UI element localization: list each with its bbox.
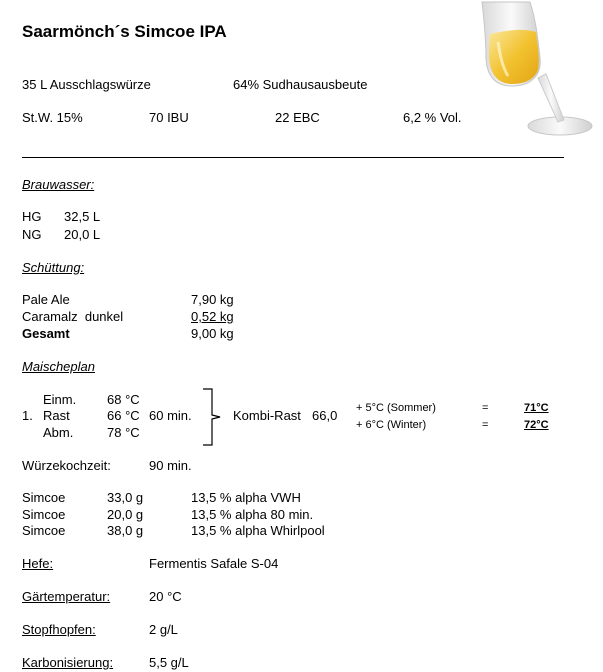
equals-sign: = xyxy=(482,402,489,414)
boil-time-value: 90 min. xyxy=(149,458,192,473)
original-gravity: St.W. 15% xyxy=(22,110,83,125)
hop-amount: 33,0 g xyxy=(107,490,144,505)
mash-step-time: 60 min. xyxy=(149,408,192,423)
yeast-value: Fermentis Safale S-04 xyxy=(149,556,279,571)
temp-adjustment-label: + 5°C (Sommer) xyxy=(356,402,436,414)
divider-line xyxy=(22,157,564,158)
mash-step-temp: 66 °C xyxy=(107,408,140,423)
hop-name: Simcoe xyxy=(22,490,66,505)
hop-name: Simcoe xyxy=(22,507,66,522)
temp-adjustment-label: + 6°C (Winter) xyxy=(356,419,427,431)
brauwasser-label: NG xyxy=(22,227,42,242)
hop-info: 13,5 % alpha 80 min. xyxy=(191,507,314,522)
kombi-rast-value: 66,0 xyxy=(312,408,338,423)
yeast-label: Hefe: xyxy=(22,556,54,571)
brauwasser-heading: Brauwasser: xyxy=(22,177,95,192)
color-ebc: 22 EBC xyxy=(275,110,320,125)
batch-volume: 35 L Ausschlagswürze xyxy=(22,77,151,92)
mash-step-label: Rast xyxy=(43,408,70,423)
malt-amount: 0,52 kg xyxy=(191,309,234,324)
alcohol-volume: 6,2 % Vol. xyxy=(403,110,462,125)
page-title: Saarmönch´s Simcoe IPA xyxy=(22,22,227,41)
dry-hop-label: Stopfhopfen: xyxy=(22,622,96,637)
carbonation-value: 5,5 g/L xyxy=(149,655,189,670)
carbonation-label: Karbonisierung: xyxy=(22,655,114,670)
malt-amount: 7,90 kg xyxy=(191,292,234,307)
kombi-rast-label: Kombi-Rast xyxy=(233,408,301,423)
equals-sign: = xyxy=(482,419,489,431)
brauwasser-value: 32,5 L xyxy=(64,209,101,224)
malt-name: Caramalz dunkel xyxy=(22,309,124,324)
boil-time-label: Würzekochzeit: xyxy=(22,458,111,473)
brace-icon xyxy=(200,388,230,446)
brauwasser-value: 20,0 L xyxy=(64,227,101,242)
hop-amount: 20,0 g xyxy=(107,507,144,522)
mash-step-label: Einm. xyxy=(43,392,77,407)
maischeplan-heading: Maischeplan xyxy=(22,359,95,374)
malt-name: Pale Ale xyxy=(22,292,70,307)
beer-glass-illustration xyxy=(468,0,603,140)
temp-adjustment-result: 71°C xyxy=(524,402,549,414)
malt-total-label: Gesamt xyxy=(22,326,70,341)
brewhouse-efficiency: 64% Sudhausausbeute xyxy=(233,77,368,92)
fermentation-temp-value: 20 °C xyxy=(149,589,182,604)
mash-step-temp: 78 °C xyxy=(107,425,140,440)
malt-total-value: 9,00 kg xyxy=(191,326,234,341)
brauwasser-label: HG xyxy=(22,209,42,224)
dry-hop-value: 2 g/L xyxy=(149,622,178,637)
temp-adjustment-result: 72°C xyxy=(524,419,549,431)
bitterness-ibu: 70 IBU xyxy=(149,110,189,125)
hop-name: Simcoe xyxy=(22,523,66,538)
hop-info: 13,5 % alpha VWH xyxy=(191,490,301,505)
mash-step-number: 1. xyxy=(22,408,33,423)
hop-amount: 38,0 g xyxy=(107,523,144,538)
fermentation-temp-label: Gärtemperatur: xyxy=(22,589,111,604)
mash-step-temp: 68 °C xyxy=(107,392,140,407)
schuettung-heading: Schüttung: xyxy=(22,260,85,275)
mash-step-label: Abm. xyxy=(43,425,74,440)
hop-info: 13,5 % alpha Whirlpool xyxy=(191,523,325,538)
